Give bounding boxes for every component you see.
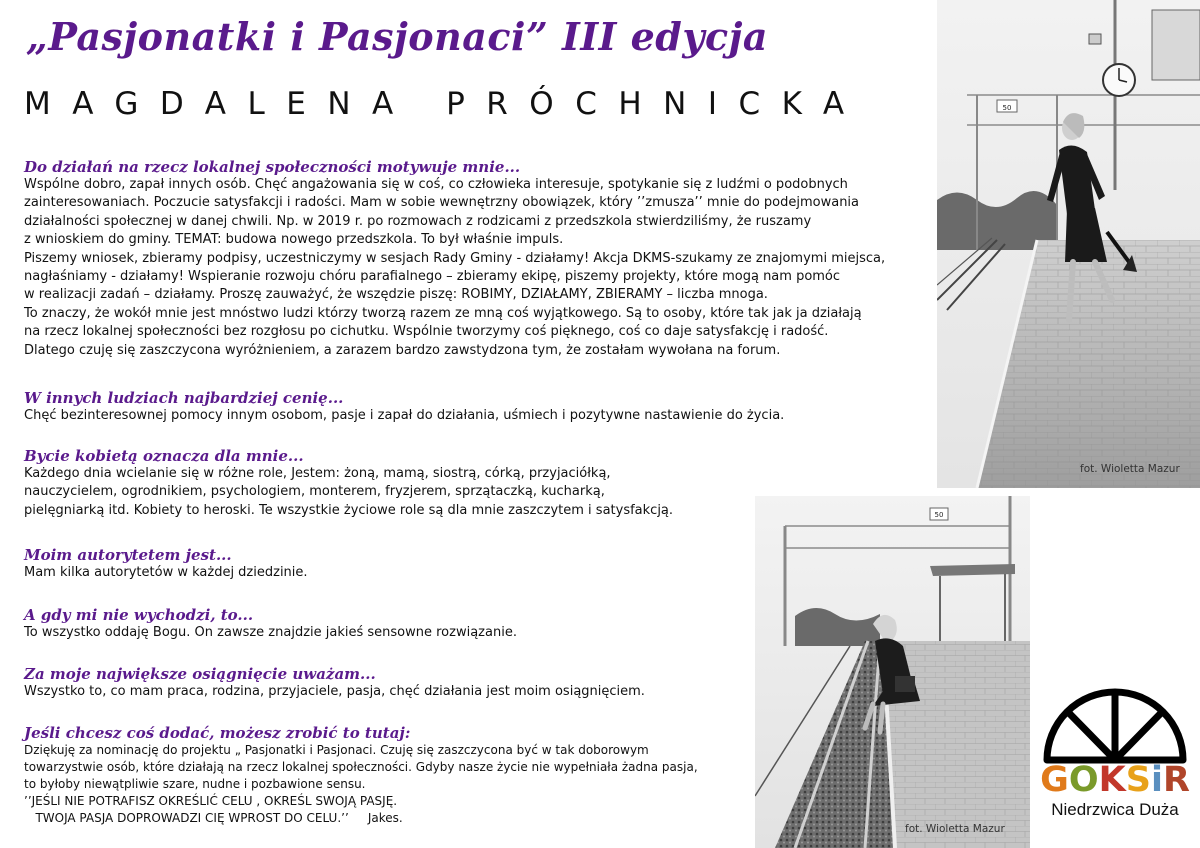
answer-line: Piszemy wniosek, zbieramy podpisy, uczestniczymy w sesjach Rady Gminy - działamy! Akcja DKMS-szukamy ze znajomymi miejsca, xyxy=(24,250,886,266)
photo-railway-crouching xyxy=(755,496,1030,848)
section-question: Moim autorytetem jest... xyxy=(24,546,232,564)
section-question: A gdy mi nie wychodzi, to... xyxy=(24,606,254,624)
answer-line: Każdego dnia wcielanie się w różne role, Jestem: żoną, mamą, siostrą, córką, przyjaciółką, xyxy=(24,466,611,481)
photo-credit: fot. Wioletta Mazur xyxy=(1080,463,1180,475)
answer-line: Wszystko to, co mam praca, rodzina, przyjaciele, pasja, chęć działania jest moim osiągnięciem. xyxy=(24,684,645,699)
photo-platform-walking xyxy=(937,0,1200,488)
section-answer xyxy=(24,742,744,827)
logo-letter: i xyxy=(1150,760,1163,800)
logo-letter: S xyxy=(1125,760,1151,800)
speed-sign-text: 50 xyxy=(934,511,944,519)
speed-sign-text: 50 xyxy=(1002,104,1012,112)
section-values xyxy=(24,389,934,425)
answer-line: Dziękuję za nominację do projektu „ Pasjonatki i Pasjonaci. Czuję się zaszczycona być w tak doborowym xyxy=(24,743,649,757)
person-name: MAGDALENA PRÓCHNICKA xyxy=(24,86,866,122)
project-title: „Pasjonatki i Pasjonaci” III edycja xyxy=(26,14,768,59)
answer-line: Chęć bezinteresownej pomocy innym osobom, pasje i zapał do działania, uśmiech i pozytywne nastawienie do życia. xyxy=(24,408,785,423)
answer-line: TWOJA PASJA DOPROWADZI CIĘ WPROST DO CELU.’’ Jakes. xyxy=(24,811,403,825)
answer-line: Dlatego czuję się zaszczycona wyróżnieniem, a zarazem bardzo zawstydzona tym, że zostałam wywołana na forum. xyxy=(24,342,781,358)
section-question: Bycie kobietą oznacza dla mnie... xyxy=(24,447,304,465)
answer-line: towarzystwie osób, które działają na rzecz lokalnej społeczności. Gdyby nasze życie nie wypełniała żadna pasja, xyxy=(24,760,698,774)
logo-letter: K xyxy=(1098,760,1126,800)
answer-line: To znaczy, że wokół mnie jest mnóstwo ludzi którzy tworzą razem ze mną coś wyjątkowego. Są to osoby, które tak jak ja działają xyxy=(24,305,862,321)
answer-line: w realizacji zadań – działamy. Proszę zauważyć, że wszędzie piszę: ROBIMY, DZIAŁAMY, ZBIERAMY – liczba mnoga. xyxy=(24,287,768,303)
answer-line: To wszystko oddaję Bogu. On zawsze znajdzie jakieś sensowne rozwiązanie. xyxy=(24,625,517,640)
goksir-logo xyxy=(1035,688,1195,838)
answer-line: nagłaśniamy - działamy! Wspieranie rozwoju chóru parafialnego – zbieramy ekipę, piszemy projekty, które mogą nam pomóc xyxy=(24,269,841,285)
answer-line: na rzecz lokalnej społeczności bez rozgłosu po cichutku. Wspólnie tworzymy coś pięknego, coś co daje satysfakcję i radość. xyxy=(24,324,829,340)
logo-subtitle: Niedrzwica Duża xyxy=(1051,800,1179,819)
logo-arch-icon xyxy=(1035,688,1195,768)
answer-line: nauczycielem, ogrodnikiem, psychologiem, monterem, fryzjerem, sprzątaczką, kucharką, xyxy=(24,484,605,500)
section-additional xyxy=(24,724,744,827)
section-answer xyxy=(24,176,934,360)
section-question: W innych ludziach najbardziej cenię... xyxy=(24,389,344,407)
logo-letter: O xyxy=(1068,760,1099,800)
logo-letter: R xyxy=(1162,760,1190,800)
photo-railway-crouching-image xyxy=(755,496,1030,848)
photo-platform-walking-image xyxy=(937,0,1200,488)
answer-line: zainteresowaniach. Poczucie satysfakcji i radości. Mam w sobie wewnętrzny obowiązek, który ’’zmusza’’ mnie do podejmowania xyxy=(24,195,860,211)
section-question: Za moje największe osiągnięcie uważam... xyxy=(24,665,376,683)
section-question: Jeśli chcesz coś dodać, możesz zrobić to tutaj: xyxy=(24,724,411,742)
section-question: Do działań na rzecz lokalnej społeczności motywuje mnie... xyxy=(24,158,521,176)
section-answer xyxy=(24,407,934,425)
photo-credit: fot. Wioletta Mazur xyxy=(905,823,1005,835)
answer-line: działalności społecznej w danej chwili. Np. w 2019 r. po rozmowach z rodzicami z przedszkola stwierdziliśmy, że ruszamy xyxy=(24,213,812,229)
answer-line: Wspólne dobro, zapał innych osób. Chęć angażowania się w coś, co człowieka interesuje, spotykanie się z ludźmi o podobnych xyxy=(24,177,848,192)
answer-line: ’’JEŚLI NIE POTRAFISZ OKREŚLIĆ CELU , OKREŚL SWOJĄ PASJĘ. xyxy=(24,794,398,808)
answer-line: z wnioskiem do gminy. TEMAT: budowa nowego przedszkola. To był właśnie impuls. xyxy=(24,232,564,248)
answer-line: to byłoby niewątpliwie szare, nudne i pozbawione sensu. xyxy=(24,777,366,791)
answer-line: pielęgniarką itd. Kobiety to heroski. Te wszystkie życiowe role są dla mnie zaszczytem i satysfakcją. xyxy=(24,502,674,518)
logo-letter: G xyxy=(1040,760,1069,800)
answer-line: Mam kilka autorytetów w każdej dziedzinie. xyxy=(24,565,308,580)
section-motivation xyxy=(24,158,934,360)
